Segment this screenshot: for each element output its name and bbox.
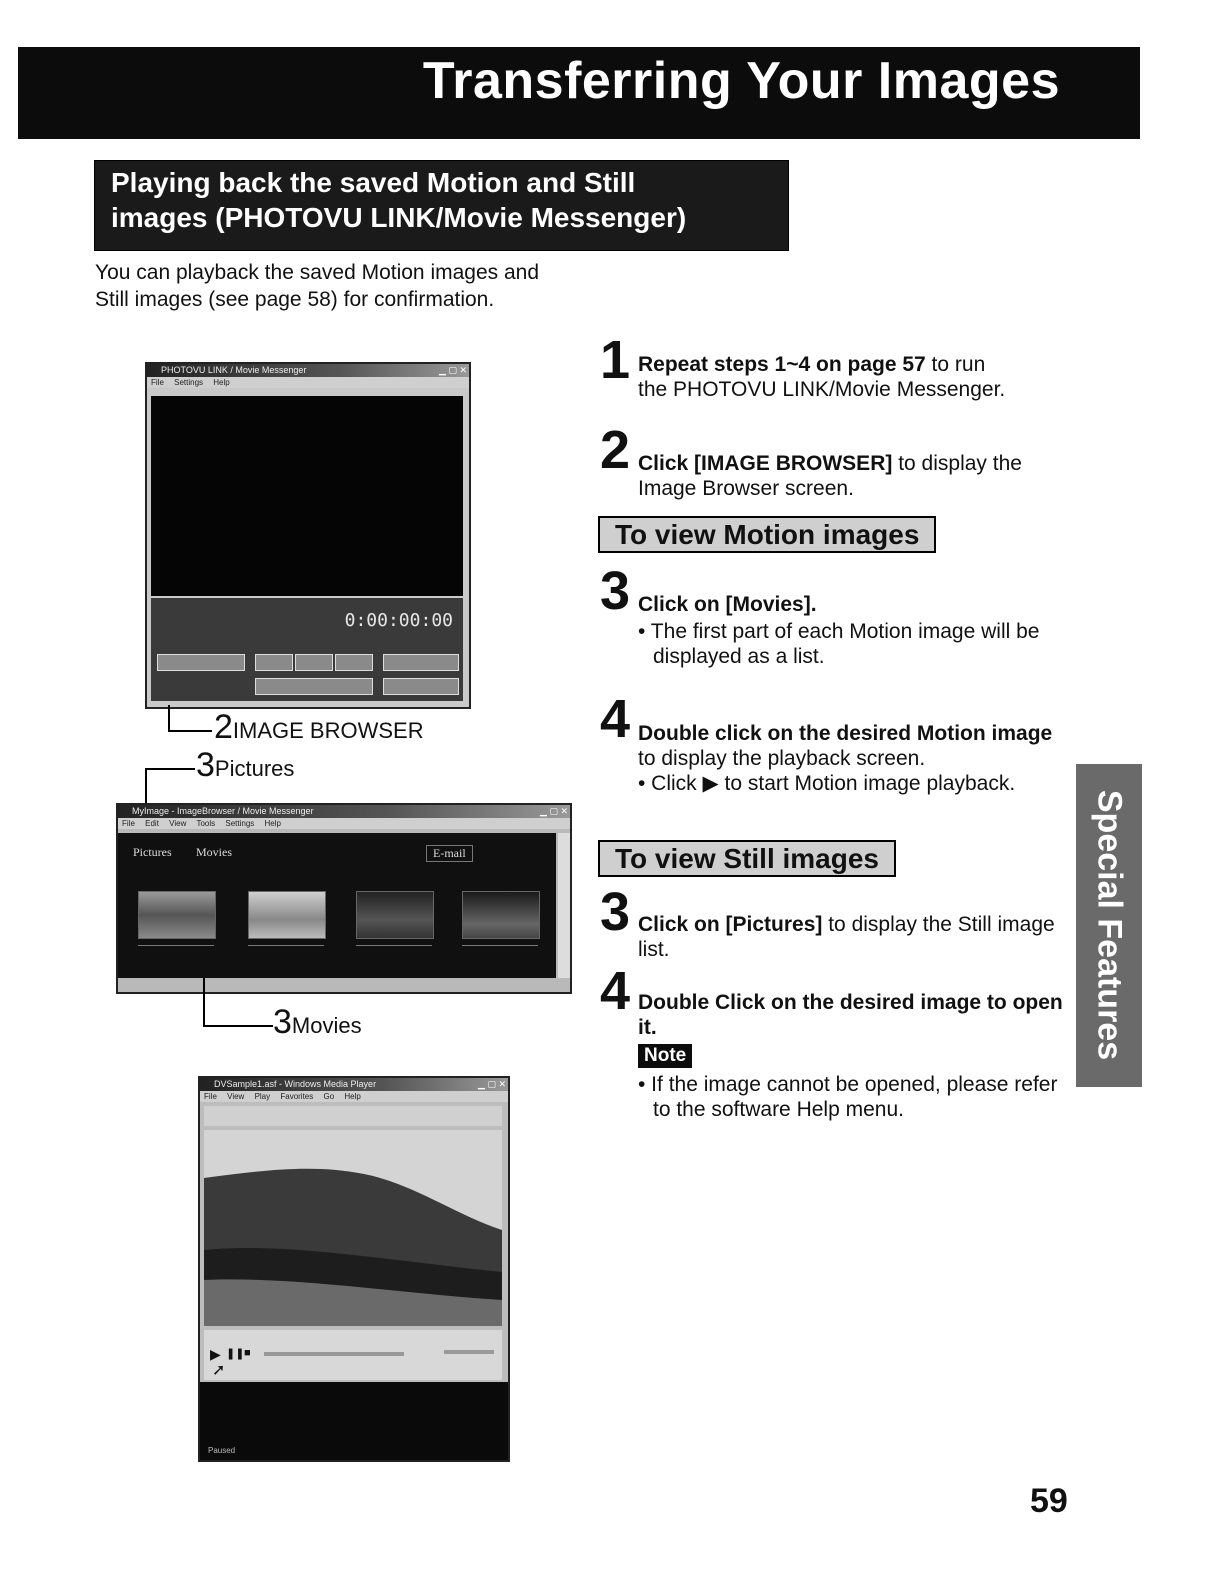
step-bullet xyxy=(638,771,1060,796)
window-controls-icon[interactable]: ▁ ▢ ✕ xyxy=(540,806,568,816)
window-controls-icon[interactable]: ▁ ▢ ✕ xyxy=(439,365,467,375)
seek-bar[interactable] xyxy=(264,1352,404,1356)
callout-line xyxy=(203,1025,273,1027)
step-4-motion xyxy=(600,689,1060,796)
callout-line xyxy=(145,768,195,770)
player-status: Paused xyxy=(208,1446,236,1455)
tab-pictures[interactable]: Pictures xyxy=(133,845,172,859)
menu-item-favorites[interactable]: Favorites xyxy=(280,1092,314,1101)
window-controls-icon[interactable]: ▁ ▢ ✕ xyxy=(478,1079,506,1089)
thumbnail-caption-line xyxy=(138,945,214,946)
scrollbar[interactable] xyxy=(558,833,570,978)
step-2 xyxy=(600,420,1050,501)
callout-number: 2 xyxy=(214,708,233,746)
step-instruction: Repeat steps 1~4 on page 57 xyxy=(638,353,926,376)
play-icon[interactable]: ▶ xyxy=(210,1346,221,1362)
step-number: 1 xyxy=(600,330,631,390)
callout-line xyxy=(168,730,212,732)
play-icon: ▶ xyxy=(702,772,719,795)
thumbnail[interactable] xyxy=(356,891,434,939)
thumbnail-caption-line xyxy=(462,945,538,946)
menu-item-edit[interactable]: Edit xyxy=(145,819,159,828)
window-title: DVSample1.asf - Windows Media Player xyxy=(214,1079,377,1089)
control-panel xyxy=(151,598,463,701)
menu-item-settings[interactable]: Settings xyxy=(225,819,255,828)
callout-line xyxy=(203,978,205,1026)
step-3-motion xyxy=(600,561,1070,669)
bullet-text: to start Motion image playback. xyxy=(718,772,1016,795)
image-browser-button[interactable] xyxy=(157,654,245,671)
panel-button[interactable] xyxy=(383,654,459,671)
stop-icon[interactable]: ■ xyxy=(244,1347,251,1359)
menu-item-file[interactable]: File xyxy=(204,1092,217,1101)
step-instruction: Click on [Movies]. xyxy=(638,593,817,616)
section-heading-line2: images (PHOTOVU LINK/Movie Messenger) xyxy=(111,202,687,233)
volume-slider[interactable] xyxy=(444,1350,494,1354)
menu-item-view[interactable]: View xyxy=(169,819,187,828)
subheading-motion: To view Motion images xyxy=(598,516,936,553)
video-preview xyxy=(151,396,463,596)
page-number: 59 xyxy=(1030,1482,1068,1520)
panel-button[interactable] xyxy=(255,654,293,671)
landscape-image xyxy=(204,1130,502,1326)
section-heading-line1: Playing back the saved Motion and Still xyxy=(111,167,636,198)
callout-line xyxy=(168,705,170,731)
callout-label: Movies xyxy=(291,1013,362,1038)
panel-button[interactable] xyxy=(383,678,459,695)
menu-bar xyxy=(200,1091,508,1102)
video-frame xyxy=(204,1130,502,1326)
menu-bar xyxy=(147,377,469,388)
thumbnail-caption-line xyxy=(248,945,324,946)
window-title: MyImage - ImageBrowser / Movie Messenger xyxy=(132,806,314,816)
step-3-still xyxy=(600,882,1060,962)
step-text xyxy=(638,566,1070,669)
step-number: 4 xyxy=(600,961,631,1021)
step-detail: to display the Image Browser screen. xyxy=(638,452,1022,500)
callout-movies xyxy=(273,1003,362,1042)
step-bullet: • The first part of each Motion image will be displayed as a list. xyxy=(638,620,1040,668)
panel-button[interactable] xyxy=(295,654,333,671)
thumbnail[interactable] xyxy=(248,891,326,939)
player-controls xyxy=(204,1330,502,1380)
window-title-bar xyxy=(118,805,570,818)
subheading-still: To view Still images xyxy=(598,840,896,877)
menu-item-view[interactable]: View xyxy=(227,1092,245,1101)
menu-item-go[interactable]: Go xyxy=(323,1092,335,1101)
step-text xyxy=(638,694,1060,796)
media-player-window xyxy=(198,1076,510,1462)
image-browser-window xyxy=(116,803,572,994)
thumbnail[interactable] xyxy=(138,891,216,939)
clip-info-panel xyxy=(200,1382,508,1460)
section-heading-box xyxy=(94,160,789,251)
step-number: 3 xyxy=(600,561,631,621)
step-text xyxy=(638,887,1060,962)
step-number: 3 xyxy=(600,882,631,942)
step-4-still xyxy=(600,961,1070,1122)
step-text xyxy=(638,966,1070,1122)
panel-button[interactable] xyxy=(255,678,373,695)
tab-movies[interactable]: Movies xyxy=(196,845,232,859)
bullet-text: • Click xyxy=(638,772,703,795)
callout-number: 3 xyxy=(273,1003,292,1041)
email-button[interactable]: E-mail xyxy=(426,845,473,862)
step-number: 4 xyxy=(600,689,631,749)
menu-item-file[interactable]: File xyxy=(151,378,164,387)
note-bullet: • If the image cannot be opened, please refer to the software Help menu. xyxy=(638,1073,1058,1121)
step-instruction: Click on [Pictures] xyxy=(638,913,823,936)
player-toolbar xyxy=(204,1106,502,1126)
section-heading xyxy=(111,165,686,235)
window-title-bar xyxy=(147,364,469,377)
page-title: Transferring Your Images xyxy=(422,52,1060,110)
thumbnail-area xyxy=(118,833,556,978)
step-instruction: Double Click on the desired image to open it. xyxy=(638,991,1063,1039)
menu-item-play[interactable]: Play xyxy=(254,1092,271,1101)
menu-item-help[interactable]: Help xyxy=(213,378,230,387)
pause-icon[interactable]: ❚❚ xyxy=(226,1348,245,1360)
callout-pictures xyxy=(196,746,294,785)
title-bar xyxy=(18,47,1140,139)
menu-bar xyxy=(118,818,570,829)
menu-item-help[interactable]: Help xyxy=(264,819,281,828)
note-label: Note xyxy=(638,1044,692,1068)
intro-text: You can playback the saved Motion images and Still images (see page 58) for confirmation. xyxy=(95,261,540,311)
step-instruction: Click [IMAGE BROWSER] xyxy=(638,452,893,475)
cursor-icon: ➚ xyxy=(212,1362,226,1379)
step-number: 2 xyxy=(600,420,631,480)
step-text xyxy=(638,425,1050,501)
side-tab-label: Special Features xyxy=(1090,789,1129,1061)
callout-image-browser xyxy=(214,708,424,747)
window-title: PHOTOVU LINK / Movie Messenger xyxy=(161,365,307,375)
callout-label: IMAGE BROWSER xyxy=(232,718,424,743)
thumbnail-caption-line xyxy=(356,945,432,946)
step-detail: to display the Still image list. xyxy=(638,913,1055,961)
menu-item-file[interactable]: File xyxy=(122,819,135,828)
callout-label: Pictures xyxy=(214,756,295,781)
photovu-link-window xyxy=(145,362,471,709)
menu-item-settings[interactable]: Settings xyxy=(174,378,204,387)
thumbnail[interactable] xyxy=(462,891,540,939)
step-detail: to display the playback screen. xyxy=(638,747,926,770)
menu-item-tools[interactable]: Tools xyxy=(196,819,216,828)
step-detail: to run the PHOTOVU LINK/Movie Messenger. xyxy=(638,353,1006,401)
side-tab xyxy=(1076,764,1142,1087)
step-instruction: Double click on the desired Motion image xyxy=(638,722,1053,745)
callout-number: 3 xyxy=(196,746,215,784)
timecode-display: 0:00:00:00 xyxy=(344,610,453,631)
step-text xyxy=(638,335,1020,402)
menu-item-help[interactable]: Help xyxy=(344,1092,361,1101)
panel-button[interactable] xyxy=(335,654,373,671)
step-1 xyxy=(600,330,1020,402)
window-title-bar xyxy=(200,1078,508,1091)
